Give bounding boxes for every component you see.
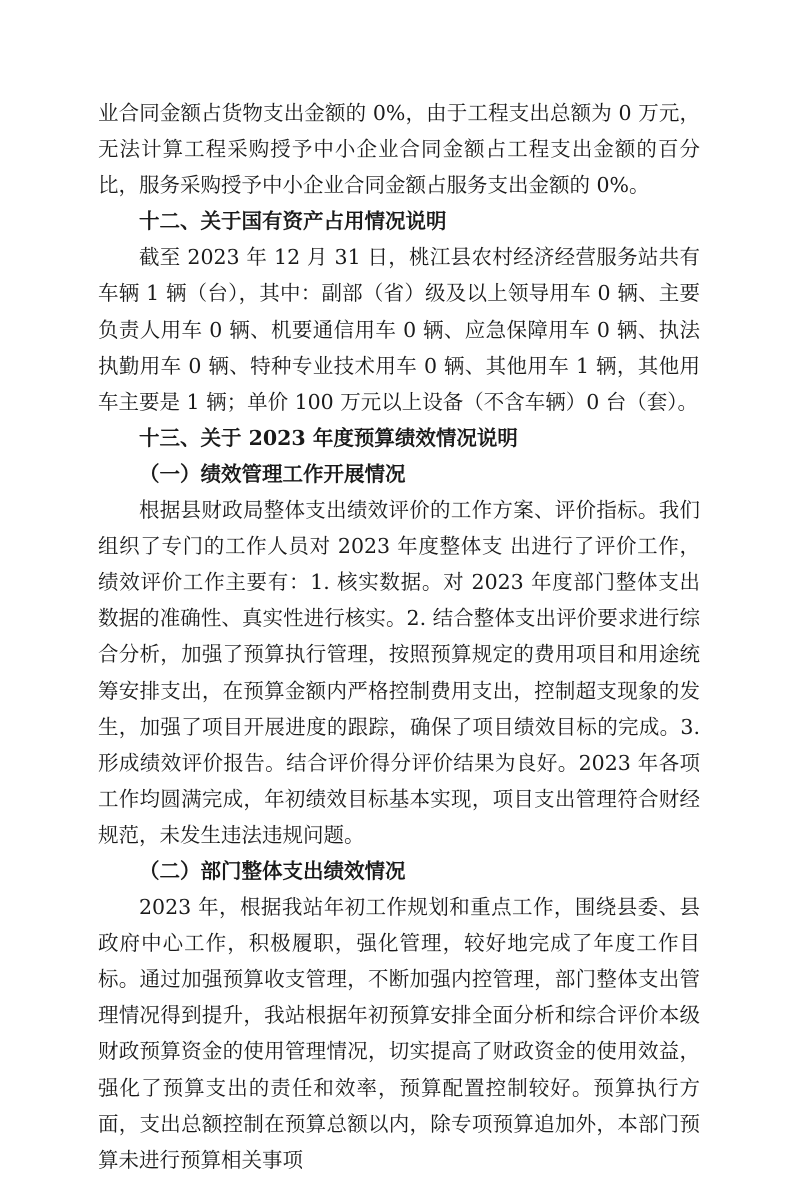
paragraph-performance-management: 根据县财政局整体支出绩效评价的工作方案、评价指标。我们组织了专门的工作人员对 2023 年度整体支 出进行了评价工作，绩效评价工作主要有：1. 核实数据。对 2023 年度部门整体支出数据的准确性、真实性进行核实。2. 结合整体支出评价要求进行综合分析，加强了预算执行管理，按照预算规定的费用项目和用途统筹安排支出，在预算金额内严格控制费用支出，控制超支现象的发生，加强了项目开展进度的跟踪，确保了项目绩效目标的完成。3. 形成绩效评价报告。结合评价得分评价结果为良好。2023 年各项工作均圆满完成，年初绩效目标基本实现，项目支出管理符合财经规范，未发生违法违规问题。 (98, 498, 700, 847)
section-heading-13: 十三、关于 2023 年度预算绩效情况说明 (139, 425, 518, 450)
paragraph-overall-spending: 2023 年，根据我站年初工作规划和重点工作，围绕县委、县政府中心工作，积极履职，强化管理，较好地完成了年度工作目标。通过加强预算收支管理，不断加强内控管理，部门整体支出管理情况得到提升，我站根据年初预算安排全面分析和综合评价本级财政预算资金的使用管理情况，切实提高了财政资金的使用效益，强化了预算支出的责任和效率，预算配置控制较好。预算执行方面，支出总额控制在预算总额以内，除专项预算追加外，本部门预算未进行预算相关事项 (98, 895, 700, 1172)
section-heading-12: 十二、关于国有资产占用情况说明 (139, 209, 447, 234)
subsection-heading-2: （二）部门整体支出绩效情况 (139, 858, 406, 883)
subsection-heading-1: （一）绩效管理工作开展情况 (139, 461, 406, 486)
document-body (98, 95, 700, 1178)
paragraph-assets: 截至 2023 年 12 月 31 日，桃江县农村经济经营服务站共有车辆 1 辆（台），其中：副部（省）级及以上领导用车 0 辆、主要负责人用车 0 辆、机要通信用车 0 辆、应急保障用车 0 辆、执法执勤用车 0 辆、特种专业技术用车 0 辆、其他用车 1 辆，其他用车主要是 1 辆；单价 100 万元以上设备（不含车辆）0 台（套）。 (98, 245, 700, 414)
paragraph-continuation: 业合同金额占货物支出金额的 0%，由于工程支出总额为 0 万元，无法计算工程采购授予中小企业合同金额占工程支出金额的百分比，服务采购授予中小企业合同金额占服务支出金额的 0%。 (98, 101, 700, 198)
